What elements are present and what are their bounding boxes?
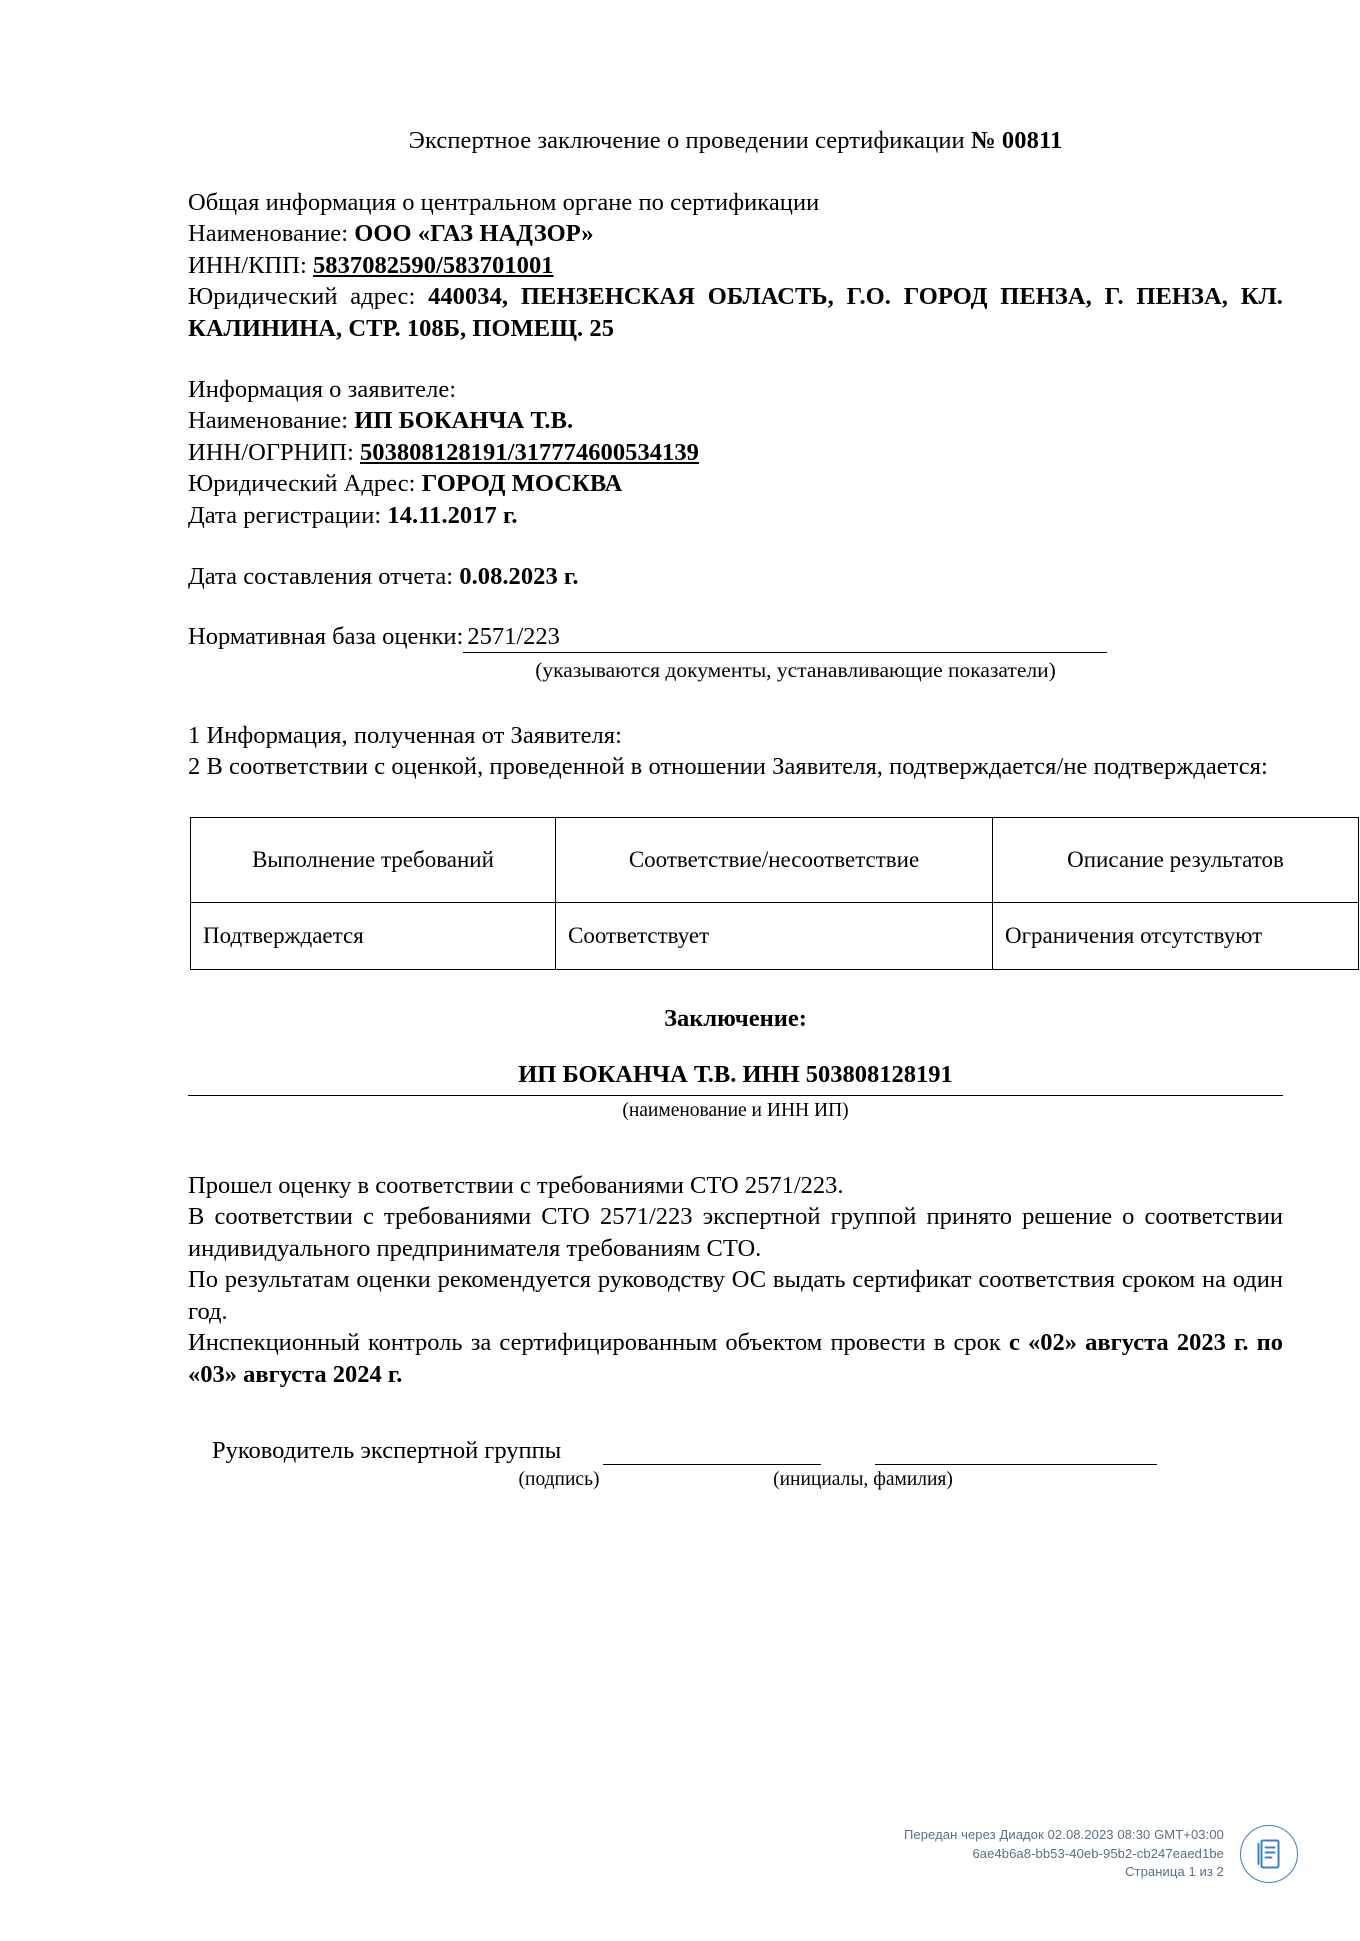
table-cell-conformity: Соответствует xyxy=(556,902,993,969)
report-date-label: Дата составления отчета: xyxy=(188,563,460,591)
numbered-items-block xyxy=(188,720,1283,783)
diadoc-transfer-stamp xyxy=(904,1825,1298,1883)
applicant-name-value: ИП БОКАНЧА Т.В. xyxy=(354,407,574,435)
applicant-reg-date-label: Дата регистрации: xyxy=(188,501,388,529)
signature-caption: (подпись) xyxy=(518,1468,600,1490)
certification-body-address-row xyxy=(188,281,1283,344)
applicant-heading: Информация о заявителе: xyxy=(188,375,457,403)
diadoc-page-number: Страница 1 из 2 xyxy=(1125,1864,1224,1880)
results-table xyxy=(190,817,1359,970)
conclusion-body xyxy=(188,1170,1283,1391)
item-2: 2 В соответствии с оценкой, проведенной в отношении Заявителя, подтверждается/не подтверждается: xyxy=(188,753,1268,781)
report-date-row xyxy=(188,561,1283,592)
certification-body-address-label: Юридический адрес: xyxy=(188,283,429,311)
normative-base-row xyxy=(188,623,1283,653)
conclusion-subject-caption: (наименование и ИНН ИП) xyxy=(622,1099,849,1121)
diadoc-stamp-icon xyxy=(1240,1825,1298,1883)
certification-body-heading: Общая информация о центральном органе по сертификации xyxy=(188,188,820,216)
table-header-requirements: Выполнение требований xyxy=(191,817,556,902)
certification-body-inn-value: 5837082590/583701001 xyxy=(313,251,554,279)
page-title-number: № 00811 xyxy=(970,127,1063,154)
certification-body-inn-label: ИНН/КПП: xyxy=(188,251,313,279)
diadoc-transfer-line: Передан через Диадок 02.08.2023 08:30 GMT+03:00 xyxy=(903,1826,1224,1842)
report-date-value: 0.08.2023 г. xyxy=(459,563,579,591)
certification-body-block xyxy=(188,187,1283,344)
applicant-address-row xyxy=(188,468,1283,499)
applicant-inn-row xyxy=(188,437,1283,468)
results-table-wrapper xyxy=(188,817,1283,970)
page-title-text: Экспертное заключение о проведении сертификации xyxy=(408,127,971,154)
initials-line[interactable] xyxy=(875,1442,1157,1465)
normative-base-caption: (указываются документы, устанавливающие показатели) xyxy=(535,657,1056,682)
certification-body-name-row xyxy=(188,218,1283,249)
certification-body-name-label: Наименование: xyxy=(188,220,355,248)
report-date-block xyxy=(188,561,1283,592)
certification-body-address-value: 440034, ПЕНЗЕНСКАЯ ОБЛАСТЬ, Г.О. ГОРОД ПЕНЗА, Г. ПЕНЗА, КЛ. КАЛИНИНА, СТР. 108Б, ПОМЕЩ. 25 xyxy=(188,283,1283,342)
normative-base-block xyxy=(188,623,1283,684)
table-header-row xyxy=(191,817,1359,902)
conclusion-paragraph-1: Прошел оценку в соответствии с требованиями СТО 2571/223. xyxy=(188,1171,844,1199)
document-body xyxy=(188,0,1283,1491)
certification-body-inn-row xyxy=(188,250,1283,281)
signature-role-label: Руководитель экспертной группы xyxy=(212,1436,562,1464)
table-row xyxy=(191,902,1359,969)
inspection-control-period: с «02» августа 2023 г. по «03» августа 2024 г. xyxy=(188,1329,1283,1389)
table-cell-requirements: Подтверждается xyxy=(191,902,556,969)
applicant-address-value: ГОРОД МОСКВА xyxy=(421,470,623,498)
applicant-inn-value: 503808128191/317774600534139 xyxy=(359,438,699,466)
table-header-description: Описание результатов xyxy=(993,817,1359,902)
applicant-reg-date-value: 14.11.2017 г. xyxy=(387,501,518,529)
diadoc-document-id: 6ae4b6a8-bb53-40eb-95b2-cb247eaed1be xyxy=(972,1845,1224,1861)
table-header-conformity: Соответствие/несоответствие xyxy=(556,817,993,902)
signature-row xyxy=(188,1437,1283,1465)
applicant-address-label: Юридический Адрес: xyxy=(188,470,422,498)
signature-captions xyxy=(188,1469,1283,1491)
applicant-name-label: Наименование: xyxy=(188,407,355,435)
conclusion-paragraph-2: В соответствии с требованиями СТО 2571/223 экспертной группой принято решение о соответствии индивидуального предпринимателя требованиям СТО. xyxy=(188,1203,1283,1262)
applicant-block xyxy=(188,374,1283,531)
applicant-reg-date-row xyxy=(188,500,1283,531)
initials-caption: (инициалы, фамилия) xyxy=(773,1468,953,1490)
conclusion-heading: Заключение: xyxy=(664,1004,807,1032)
normative-base-label: Нормативная база оценки: xyxy=(188,622,464,650)
inspection-control-text: Инспекционный контроль за сертифицированным объектом провести в срок xyxy=(188,1329,1009,1357)
item-1: 1 Информация, полученная от Заявителя: xyxy=(188,721,622,749)
page-title xyxy=(188,126,1283,157)
table-cell-description: Ограничения отсутствуют xyxy=(993,902,1359,969)
conclusion-paragraph-3: По результатам оценки рекомендуется руководству ОС выдать сертификат соответствия сроком на один год. xyxy=(188,1266,1283,1325)
conclusion-paragraph-4 xyxy=(188,1327,1283,1390)
conclusion-subject: ИП БОКАНЧА Т.В. ИНН 503808128191 xyxy=(188,1061,1283,1096)
diadoc-stamp-text xyxy=(904,1826,1224,1883)
normative-base-value: 2571/223 xyxy=(463,623,1107,653)
certification-body-name-value: ООО «ГАЗ НАДЗОР» xyxy=(354,220,594,248)
applicant-inn-label: ИНН/ОГРНИП: xyxy=(188,438,360,466)
applicant-name-row xyxy=(188,405,1283,436)
signature-line[interactable] xyxy=(603,1442,821,1465)
